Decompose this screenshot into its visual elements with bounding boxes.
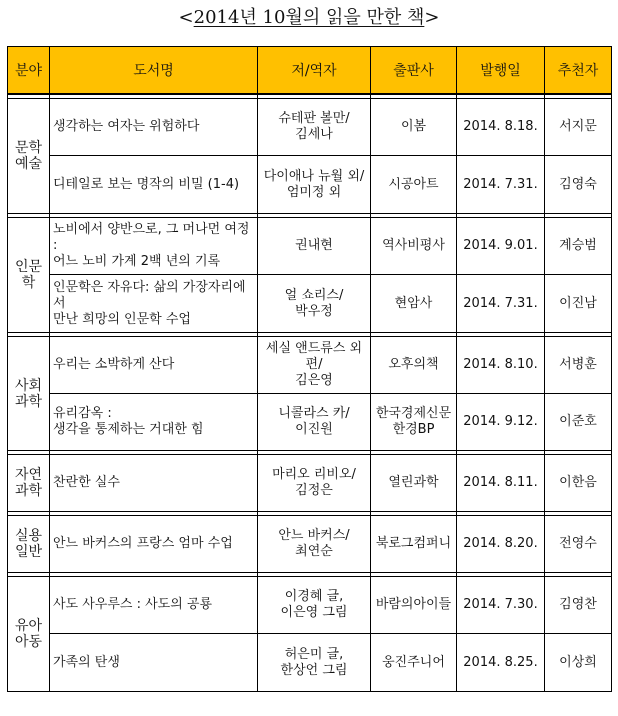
recommender-cell: 이상희 [545,634,612,692]
book-title-cell: 인문학은 자유다: 삶의 가장자리에서 만난 희망의 인문학 수업 [50,275,258,333]
author-cell: 얼 쇼리스/ 박우정 [258,275,371,333]
header-recommender: 추천자 [545,47,612,95]
header-author: 저/역자 [258,47,371,95]
publisher-cell: 열린과학 [371,455,457,512]
book-title-cell: 우리는 소박하게 산다 [50,337,258,394]
recommender-cell: 계승범 [545,218,612,275]
table-header-row [8,47,612,95]
book-title-cell: 안느 바커스의 프랑스 엄마 수업 [50,516,258,573]
category-cell: 사회 과학 [8,337,50,451]
table-row [8,577,612,634]
publisher-cell: 바람의아이들 [371,577,457,634]
date-cell: 2014. 8.20. [457,516,545,573]
author-cell: 안느 바커스/ 최연순 [258,516,371,573]
book-title-cell: 유리감옥 : 생각을 통제하는 거대한 힘 [50,394,258,451]
author-cell: 마리오 리비오/ 김정은 [258,455,371,512]
book-title-cell: 사도 사우루스 : 사도의 공룡 [50,577,258,634]
date-cell: 2014. 7.31. [457,156,545,214]
publisher-cell: 한국경제신문 한경BP [371,394,457,451]
title-text: 2014년 10월의 읽을 만한 책 [193,7,425,28]
date-cell: 2014. 8.25. [457,634,545,692]
date-cell: 2014. 9.12. [457,394,545,451]
book-title-cell: 찬란한 실수 [50,455,258,512]
publisher-cell: 웅진주니어 [371,634,457,692]
date-cell: 2014. 8.18. [457,99,545,156]
date-cell: 2014. 7.31. [457,275,545,333]
table-row [8,394,612,451]
table-row [8,156,612,214]
author-cell: 슈테판 볼만/ 김세나 [258,99,371,156]
recommender-cell: 서병훈 [545,337,612,394]
author-cell: 세실 앤드류스 외 편/ 김은영 [258,337,371,394]
publisher-cell: 현암사 [371,275,457,333]
date-cell: 2014. 8.11. [457,455,545,512]
recommender-cell: 이준호 [545,394,612,451]
table-row [8,275,612,333]
date-cell: 2014. 7.30. [457,577,545,634]
header-publisher: 출판사 [371,47,457,95]
recommender-cell: 김영찬 [545,577,612,634]
publisher-cell: 오후의책 [371,337,457,394]
recommender-cell: 이한음 [545,455,612,512]
recommender-cell: 전영수 [545,516,612,573]
header-date: 발행일 [457,47,545,95]
page-title [0,6,618,30]
table-body [8,94,612,692]
table-row [8,99,612,156]
publisher-cell: 시공아트 [371,156,457,214]
category-cell: 자연 과학 [8,455,50,512]
category-cell: 유아 아동 [8,577,50,692]
table-row [8,634,612,692]
header-title: 도서명 [50,47,258,95]
table-row [8,516,612,573]
author-cell: 허은미 글, 한상언 그림 [258,634,371,692]
title-open-bracket: < [178,7,194,28]
author-cell: 이경혜 글, 이은영 그림 [258,577,371,634]
book-title-cell: 노비에서 양반으로, 그 머나먼 여정 : 어느 노비 가계 2백 년의 기록 [50,218,258,275]
table-row [8,337,612,394]
date-cell: 2014. 9.01. [457,218,545,275]
author-cell: 니콜라스 카/ 이진원 [258,394,371,451]
category-cell: 문학 예술 [8,99,50,214]
author-cell: 다이애나 뉴월 외/ 엄미정 외 [258,156,371,214]
category-cell: 실용 일반 [8,516,50,573]
book-title-cell: 가족의 탄생 [50,634,258,692]
header-category: 분야 [8,47,50,95]
publisher-cell: 북로그컴퍼니 [371,516,457,573]
publisher-cell: 이봄 [371,99,457,156]
title-close-bracket: > [424,7,440,28]
book-title-cell: 생각하는 여자는 위험하다 [50,99,258,156]
publisher-cell: 역사비평사 [371,218,457,275]
book-table [7,46,612,692]
table-row [8,455,612,512]
category-cell: 인문학 [8,218,50,333]
book-title-cell: 디테일로 보는 명작의 비밀 (1-4) [50,156,258,214]
recommender-cell: 서지문 [545,99,612,156]
author-cell: 권내현 [258,218,371,275]
recommender-cell: 김영숙 [545,156,612,214]
date-cell: 2014. 8.10. [457,337,545,394]
table-row [8,218,612,275]
recommender-cell: 이진남 [545,275,612,333]
